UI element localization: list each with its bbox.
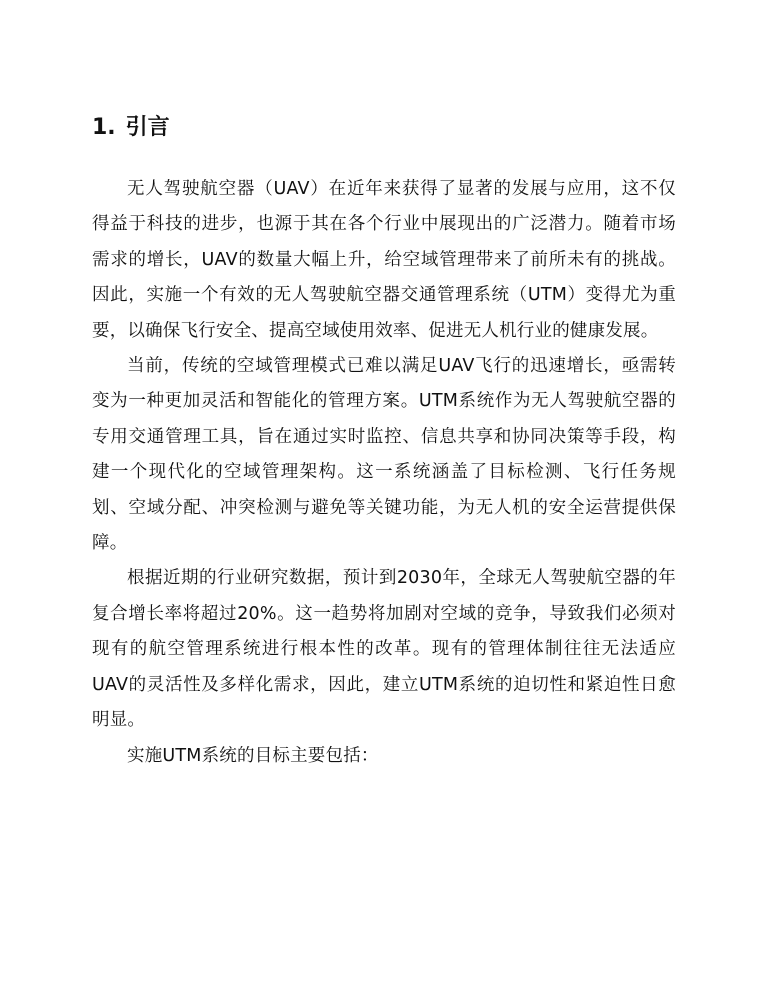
body-text — [92, 172, 676, 774]
paragraph-2: 当前，传统的空域管理模式已难以满足UAV飞行的迅速增长，亟需转变为一种更加灵活和智能化的管理方案。UTM系统作为无人驾驶航空器的专用交通管理工具，旨在通过实时监控、信息共享和协同决策等手段，构建一个现代化的空域管理架构。这一系统涵盖了目标检测、飞行任务规划、空域分配、冲突检测与避免等关键功能，为无人机的安全运营提供保障。 — [92, 356, 676, 554]
paragraph-3: 根据近期的行业研究数据，预计到2030年，全球无人驾驶航空器的年复合增长率将超过20%。这一趋势将加剧对空域的竞争，导致我们必须对现有的航空管理系统进行根本性的改革。现有的管理体制往往无法适应UAV的灵活性及多样化需求，因此，建立UTM系统的迫切性和紧迫性日愈明显。 — [92, 568, 676, 731]
paragraph-1: 无人驾驶航空器（UAV）在近年来获得了显著的发展与应用，这不仅得益于科技的进步，也源于其在各个行业中展现出的广泛潜力。随着市场需求的增长，UAV的数量大幅上升，给空域管理带来了前所未有的挑战。因此，实施一个有效的无人驾驶航空器交通管理系统（UTM）变得尤为重要，以确保飞行安全、提高空域使用效率、促进无人机行业的健康发展。 — [92, 179, 676, 341]
paragraph-4: 实施UTM系统的目标主要包括： — [127, 745, 379, 766]
section-number: 1. — [92, 115, 116, 140]
section-heading — [92, 112, 170, 144]
section-title: 引言 — [125, 115, 170, 140]
